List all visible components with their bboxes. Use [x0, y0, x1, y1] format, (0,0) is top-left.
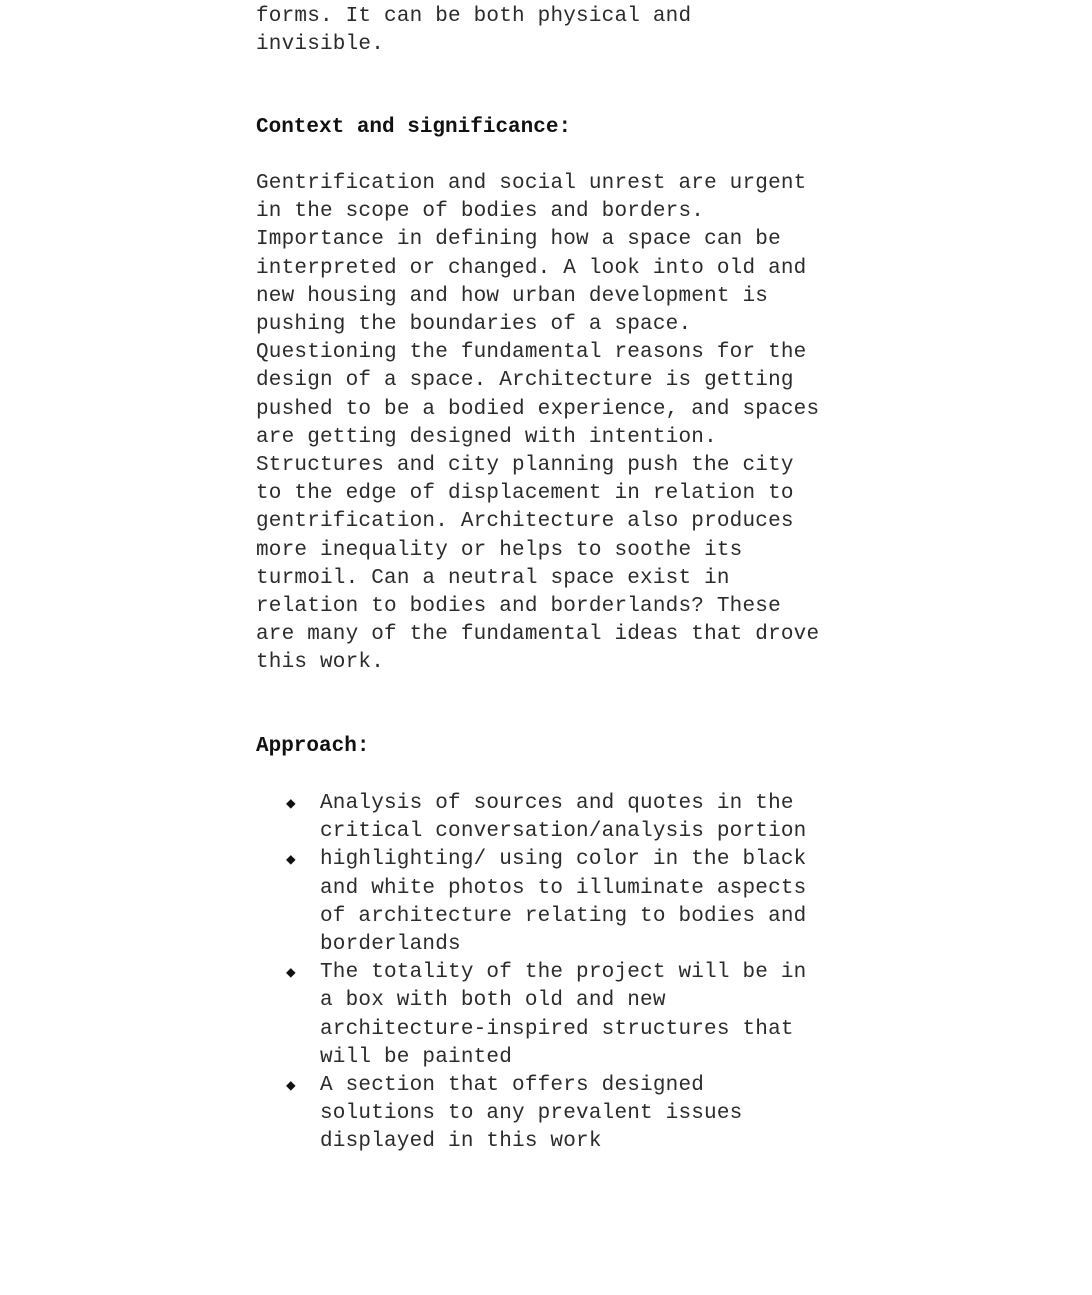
text-line: and white photos to illuminate aspects [320, 876, 807, 900]
text-line: in the scope of bodies and borders. [256, 200, 705, 224]
text-line: turmoil. Can a neutral space exist in [256, 566, 730, 590]
diamond-bullet-icon: ◆ [286, 851, 296, 870]
text-line: Analysis of sources and quotes in the [320, 792, 794, 815]
text-line: to the edge of displacement in relation to [256, 482, 794, 506]
context-heading: Context and significance: [256, 116, 572, 139]
text-line: new housing and how urban development is [256, 284, 769, 308]
text-line: critical conversation/analysis portion [320, 820, 807, 844]
text-line: Importance in defining how a space can be [256, 228, 781, 252]
text-line: interpreted or changed. A look into old and [256, 256, 807, 280]
text-line: Questioning the fundamental reasons for the [256, 341, 807, 365]
text-line: relation to bodies and borderlands? These [256, 595, 781, 619]
text-line: solutions to any prevalent issues [320, 1102, 743, 1126]
text-line: are many of the fundamental ideas that drove [256, 623, 820, 647]
text-line: more inequality or helps to soothe its [256, 538, 743, 562]
list-item [286, 790, 806, 846]
text-line: invisible. [256, 33, 385, 57]
diamond-bullet-icon: ◆ [286, 795, 296, 813]
text-line: pushed to be a bodied experience, and spaces [256, 397, 820, 421]
text-line: gentrification. Architecture also produces [256, 510, 794, 534]
text-line: a box with both old and new [320, 989, 666, 1013]
list-item [286, 959, 806, 1072]
text-line: pushing the boundaries of a space. [256, 313, 692, 337]
approach-list [286, 790, 806, 1157]
text-line: The totality of the project will be in [320, 961, 807, 985]
list-item [286, 846, 806, 959]
diamond-bullet-icon: ◆ [286, 1077, 296, 1096]
text-line: borderlands [320, 933, 461, 957]
text-line: A section that offers designed [320, 1074, 705, 1098]
diamond-bullet-icon: ◆ [286, 964, 296, 983]
text-line: will be painted [320, 1045, 513, 1069]
text-line: this work. [256, 651, 385, 675]
approach-heading: Approach: [256, 735, 370, 758]
text-line: architecture-inspired structures that [320, 1017, 794, 1041]
text-line: design of a space. Architecture is getting [256, 369, 794, 393]
text-line: forms. It can be both physical and [256, 5, 692, 28]
intro-paragraph-tail [256, 3, 691, 59]
text-line: highlighting/ using color in the black [320, 848, 807, 872]
list-item [286, 1072, 806, 1157]
text-line: are getting designed with intention. [256, 425, 717, 449]
text-line: Structures and city planning push the city [256, 454, 794, 478]
text-line: of architecture relating to bodies and [320, 904, 807, 928]
context-paragraph [256, 170, 819, 678]
text-line: Gentrification and social unrest are urgent [256, 172, 807, 195]
text-line: displayed in this work [320, 1130, 602, 1154]
